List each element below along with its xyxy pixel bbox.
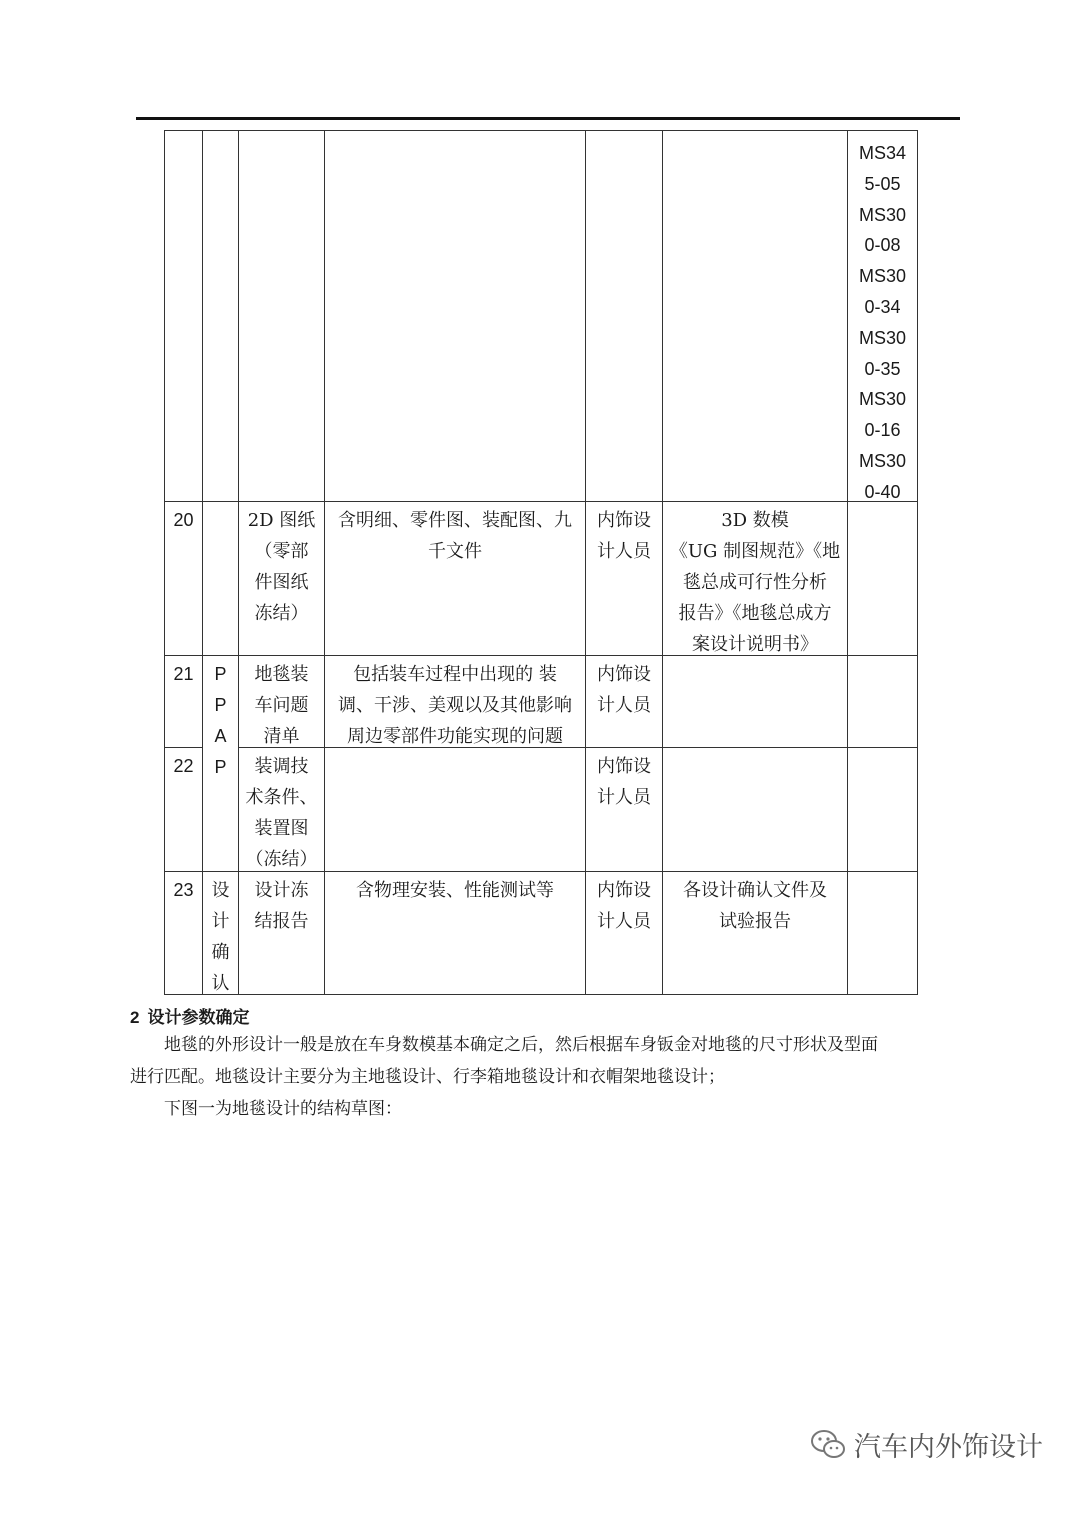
owner-line: 内饰设 (597, 510, 651, 531)
row-number: 22 (173, 756, 194, 776)
owner-cell (586, 659, 662, 721)
input-line: 报告》《地毯总成方 (678, 603, 832, 624)
row-number: 23 (173, 880, 194, 900)
input-cell (663, 875, 847, 937)
owner-cell (586, 751, 662, 813)
content-cell (325, 505, 585, 567)
content-line: 包括装车过程中出现的 装 (353, 664, 557, 685)
standard-code: 0-34 (864, 296, 901, 317)
paragraph-line: 下图一为地毯设计的结构草图： (164, 1099, 402, 1119)
phase-letter: P (214, 757, 227, 777)
deliverable-line: 冻结） (254, 603, 309, 624)
content-line: 调、干涉、美观以及其他影响 (338, 695, 572, 716)
owner-line: 计人员 (597, 911, 651, 932)
owner-cell (586, 505, 662, 567)
standard-code: MS34 (858, 143, 907, 163)
input-line: 毯总成可行性分析 (683, 572, 827, 593)
content-line: 含明细、零件图、装配图、九 (338, 510, 572, 531)
table-row-line (164, 501, 918, 502)
input-line: 案设计说明书》 (692, 634, 818, 655)
standard-code: MS30 (858, 327, 907, 348)
content-line: 千文件 (428, 541, 482, 562)
paragraph-line: 进行匹配。地毯设计主要分为主地毯设计、行李箱地毯设计和衣帽架地毯设计； (130, 1067, 725, 1087)
standard-code: MS30 (858, 450, 907, 471)
standard-code: MS30 (858, 266, 907, 287)
standard-code: MS30 (858, 204, 907, 225)
standard-code: 0-35 (864, 358, 901, 379)
owner-line: 计人员 (597, 787, 651, 808)
standard-code: 0-40 (864, 481, 901, 502)
table-row-line (164, 747, 202, 748)
phase-char: 计 (211, 911, 230, 932)
watermark (808, 1424, 1043, 1464)
table-border-bottom (164, 994, 918, 995)
deliverable-line: 件图纸 (254, 572, 309, 593)
deliverable-cell (239, 751, 324, 875)
phase-cell-ppap (203, 659, 238, 783)
owner-line: 内饰设 (597, 664, 651, 685)
phase-letter: P (214, 695, 227, 715)
design-process-table (164, 130, 918, 995)
deliverable-cell (239, 505, 324, 629)
standard-code: 0-16 (864, 420, 901, 441)
table-border-left (164, 130, 165, 995)
input-line: 试验报告 (719, 911, 791, 932)
standard-code: 0-08 (864, 235, 901, 256)
phase-char: 设 (211, 880, 230, 901)
phase-char: 认 (211, 973, 230, 994)
content-cell (325, 659, 585, 752)
deliverable-line: 设计冻 (254, 880, 309, 901)
table-border-top (164, 130, 918, 131)
deliverable-cell (239, 875, 324, 937)
row-number: 20 (173, 510, 194, 530)
row-number: 21 (173, 664, 194, 684)
deliverable-line: （冻结） (245, 849, 318, 870)
section-heading (130, 1003, 249, 1028)
phase-letter: P (214, 664, 227, 684)
standard-code: 5-05 (864, 173, 901, 194)
deliverable-line: 结报告 (254, 911, 309, 932)
header-rule (136, 117, 960, 120)
owner-line: 计人员 (597, 695, 651, 716)
paragraph-line: 地毯的外形设计一般是放在车身数模基本确定之后，然后根据车身钣金对地毯的尺寸形状及型面 (164, 1035, 878, 1055)
deliverable-line: 2D 图纸 (247, 510, 316, 531)
owner-line: 内饰设 (597, 756, 651, 777)
input-line: 3D 数模 (721, 510, 789, 531)
deliverable-line: 装调技 (254, 756, 309, 777)
section-number: 2 (130, 1008, 140, 1027)
deliverable-line: （零部 (254, 541, 309, 562)
owner-cell (586, 875, 662, 937)
input-line: 各设计确认文件及 (683, 880, 827, 901)
watermark-text: 汽车内外饰设计 (854, 1431, 1043, 1463)
owner-line: 内饰设 (597, 880, 651, 901)
owner-line: 计人员 (597, 541, 651, 562)
content-line: 含物理安装、性能测试等 (356, 880, 554, 901)
deliverable-line: 装置图 (254, 818, 309, 839)
deliverable-line: 清单 (263, 726, 300, 747)
standards-cell (848, 138, 917, 508)
wechat-logo-icon (808, 1424, 848, 1464)
phase-cell-design-confirm (203, 875, 238, 999)
deliverable-line: 地毯装 (254, 664, 309, 685)
content-cell (325, 875, 585, 906)
input-line: 《UG 制图规范》《地 (669, 541, 841, 562)
phase-char: 确 (211, 942, 230, 963)
table-col-line (202, 130, 203, 995)
deliverable-line: 术条件、 (245, 787, 318, 808)
section-title: 设计参数确定 (147, 1008, 250, 1028)
deliverable-cell (239, 659, 324, 752)
deliverable-line: 车问题 (254, 695, 309, 716)
phase-letter: A (214, 726, 227, 746)
standard-code: MS30 (858, 389, 907, 410)
table-border-right (917, 130, 918, 995)
input-cell (663, 505, 847, 660)
content-line: 周边零部件功能实现的问题 (347, 726, 563, 747)
